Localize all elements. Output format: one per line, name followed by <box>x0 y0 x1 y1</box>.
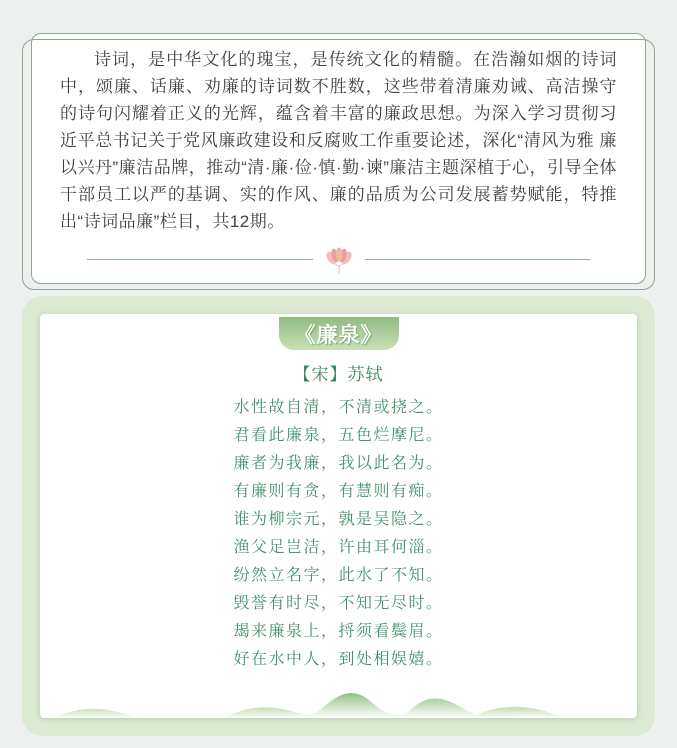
mountains-decoration <box>40 676 637 718</box>
poem-panel <box>40 314 637 718</box>
poem-line: 君看此廉泉，五色烂摩尼。 <box>233 427 444 444</box>
poem-card <box>22 296 655 736</box>
lotus-flower-icon <box>322 242 356 276</box>
poem-line: 好在水中人，到处相娱嬉。 <box>233 651 444 668</box>
poem-line: 朅来廉泉上，捋须看鬓眉。 <box>233 623 444 640</box>
poem-line: 纷然立名字，此水了不知。 <box>233 567 444 584</box>
poem-line: 谁为柳宗元，孰是吴隐之。 <box>233 511 444 528</box>
poem-author: 【宋】苏轼 <box>293 365 384 384</box>
article-page <box>0 33 677 736</box>
divider-line-left <box>87 259 313 260</box>
intro-paragraph: 诗词，是中华文化的瑰宝，是传统文化的精髓。在浩瀚如烟的诗词中，颂廉、话廉、劝廉的诗词数不胜数，这些带着清廉劝诫、高洁操守的诗句闪耀着正义的光辉，蕴含着丰富的廉政思想。为深入学习贯彻习近平总书记关于党风廉政建设和反腐败工作重要论述，深化“清风为雅 廉以兴丹”廉洁品牌，推动“清·廉·俭·慎·勤·谏”廉洁主题深植于心，引导全体干部员工以严的基调、实的作风、廉的品质为公司发展蓄势赋能，特推出“诗词品廉”栏目，共12期。 <box>60 50 617 231</box>
poem-title-badge: 《廉泉》 <box>279 317 399 350</box>
divider-line-right <box>365 259 591 260</box>
poem-line: 渔父足岂洁，许由耳何淄。 <box>233 539 444 556</box>
intro-card <box>31 33 646 284</box>
poem-line: 有廉则有贪，有慧则有痴。 <box>233 483 444 500</box>
poem-line: 廉者为我廉，我以此名为。 <box>233 455 444 472</box>
poem-line: 水性故自清，不清或挠之。 <box>233 399 444 416</box>
poem-body <box>233 394 443 674</box>
section-divider <box>87 241 590 277</box>
poem-line: 毁誉有时尽，不知无尽时。 <box>233 595 444 612</box>
